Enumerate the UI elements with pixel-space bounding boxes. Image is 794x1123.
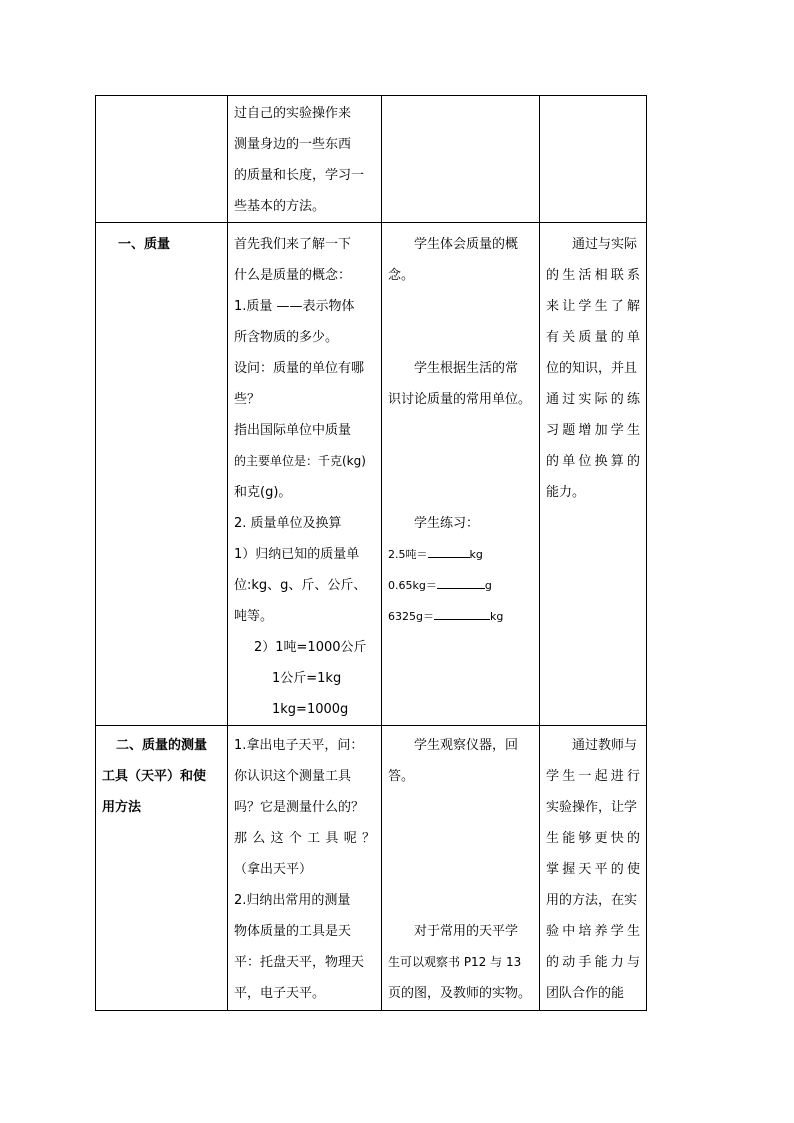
conversion-line: 2）1吨=1000公斤 xyxy=(254,640,367,655)
answer-blank xyxy=(437,578,485,589)
text-line: 对于常用的天平学 xyxy=(414,924,519,939)
text-line: 物体质量的工具是天 xyxy=(234,924,352,939)
lesson-plan-table xyxy=(95,95,647,1011)
text-line: 和克(g)。 xyxy=(234,485,292,500)
text-line: 2.归纳出常用的测量 xyxy=(234,893,351,908)
text-line: 的动手能力与 xyxy=(546,955,640,970)
text-line: 通过实际的练 xyxy=(546,392,640,407)
text-line: 位:kg、g、斤、公斤、 xyxy=(234,578,367,593)
table-row xyxy=(96,726,647,1011)
teacher-activity-cell xyxy=(228,726,382,1011)
text-line: 学生一起进行 xyxy=(546,769,640,784)
text-line: 的单位换算的 xyxy=(546,454,640,469)
text-line: 有关质量的单 xyxy=(546,330,640,345)
text-line: 的质量和长度，学习一 xyxy=(234,168,365,183)
section-cell xyxy=(96,96,228,223)
text-line: 学生观察仪器，回 xyxy=(414,738,519,753)
exercise-line: 0.65kg＝ g xyxy=(388,579,492,592)
text-line: 验中培养学生 xyxy=(546,924,640,939)
text-line: 实验操作，让学 xyxy=(546,800,638,815)
text-line: 学生练习： xyxy=(414,516,480,531)
teacher-activity-cell xyxy=(228,223,382,726)
design-intent-cell xyxy=(540,726,647,1011)
student-activity-cell xyxy=(382,96,540,223)
text-line: 来让学生了解 xyxy=(546,299,640,314)
design-intent-cell xyxy=(540,223,647,726)
exercise-line: 6325g＝ kg xyxy=(388,610,504,623)
text-line: 所含物质的多少。 xyxy=(234,330,339,345)
text-line: 念。 xyxy=(388,268,415,283)
text-line: 1.质量 ——表示物体 xyxy=(234,299,355,314)
text-line: 学生根据生活的常 xyxy=(414,361,519,376)
text-line: 吗？它是测量什么的？ xyxy=(234,800,365,815)
text-line: 的生活相联系 xyxy=(546,268,640,283)
student-activity-cell xyxy=(382,726,540,1011)
conversion-line: 1公斤=1kg xyxy=(272,671,342,686)
table-row xyxy=(96,96,647,223)
text-line: 平，电子天平。 xyxy=(234,986,326,1001)
design-intent-cell xyxy=(540,96,647,223)
text-line: 团队合作的能 xyxy=(546,986,625,1001)
text-line: 用的方法，在实 xyxy=(546,893,638,908)
text-line: 1.拿出电子天平，问： xyxy=(234,738,364,753)
text-line: 通过与实际 xyxy=(572,237,638,252)
conversion-line: 1kg=1000g xyxy=(272,702,349,717)
text-line: 些基本的方法。 xyxy=(234,199,326,214)
text-line: 答。 xyxy=(388,769,415,784)
text-line: 识讨论质量的常用单位。 xyxy=(388,392,532,407)
exercise-line: 2.5吨＝ kg xyxy=(388,548,483,561)
teacher-activity-cell xyxy=(228,96,382,223)
section-cell xyxy=(96,223,228,726)
text-line: 位的知识，并且 xyxy=(546,361,638,376)
text-line: 首先我们来了解一下 xyxy=(234,237,352,252)
text-line: 1）归纳已知的质量单 xyxy=(234,547,360,562)
section-title: 一、质量 xyxy=(118,237,171,252)
answer-blank xyxy=(428,547,470,558)
text-line: 能力。 xyxy=(546,485,586,500)
section-title: 二、质量的测量 xyxy=(116,738,208,753)
text-line: 页的图，及教师的实物。 xyxy=(388,986,532,1001)
text-line: 测量身边的一些东西 xyxy=(234,137,352,152)
text-line: 吨等。 xyxy=(234,609,274,624)
student-activity-cell xyxy=(382,223,540,726)
section-cell xyxy=(96,726,228,1011)
text-line: （拿出天平） xyxy=(234,862,313,877)
text-line: 什么是质量的概念： xyxy=(234,268,352,283)
text-line: 生可以观察书 P12 与 13 xyxy=(388,955,522,969)
text-line: 设问：质量的单位有哪 xyxy=(234,361,365,376)
text-line: 平：托盘天平，物理天 xyxy=(234,955,365,970)
section-title: 用方法 xyxy=(102,800,142,815)
text-line: 指出国际单位中质量 xyxy=(234,423,352,438)
section-title: 工具（天平）和使 xyxy=(102,769,207,784)
text-line: 学生体会质量的概 xyxy=(414,237,519,252)
text-line: 那么这个工具呢？ xyxy=(234,831,375,846)
table-row xyxy=(96,223,647,726)
text-line: 通过教师与 xyxy=(572,738,638,753)
text-line: 的主要单位是：千克(kg) xyxy=(234,454,366,468)
answer-blank xyxy=(434,609,490,620)
text-line: 你认识这个测量工具 xyxy=(234,769,352,784)
text-line: 生能够更快的 xyxy=(546,831,640,846)
text-line: 些？ xyxy=(234,392,261,407)
text-line: 习题增加学生 xyxy=(546,423,640,438)
text-line: 过自己的实验操作来 xyxy=(234,106,352,121)
text-line: 2. 质量单位及换算 xyxy=(234,516,342,531)
text-line: 掌握天平的使 xyxy=(546,862,640,877)
